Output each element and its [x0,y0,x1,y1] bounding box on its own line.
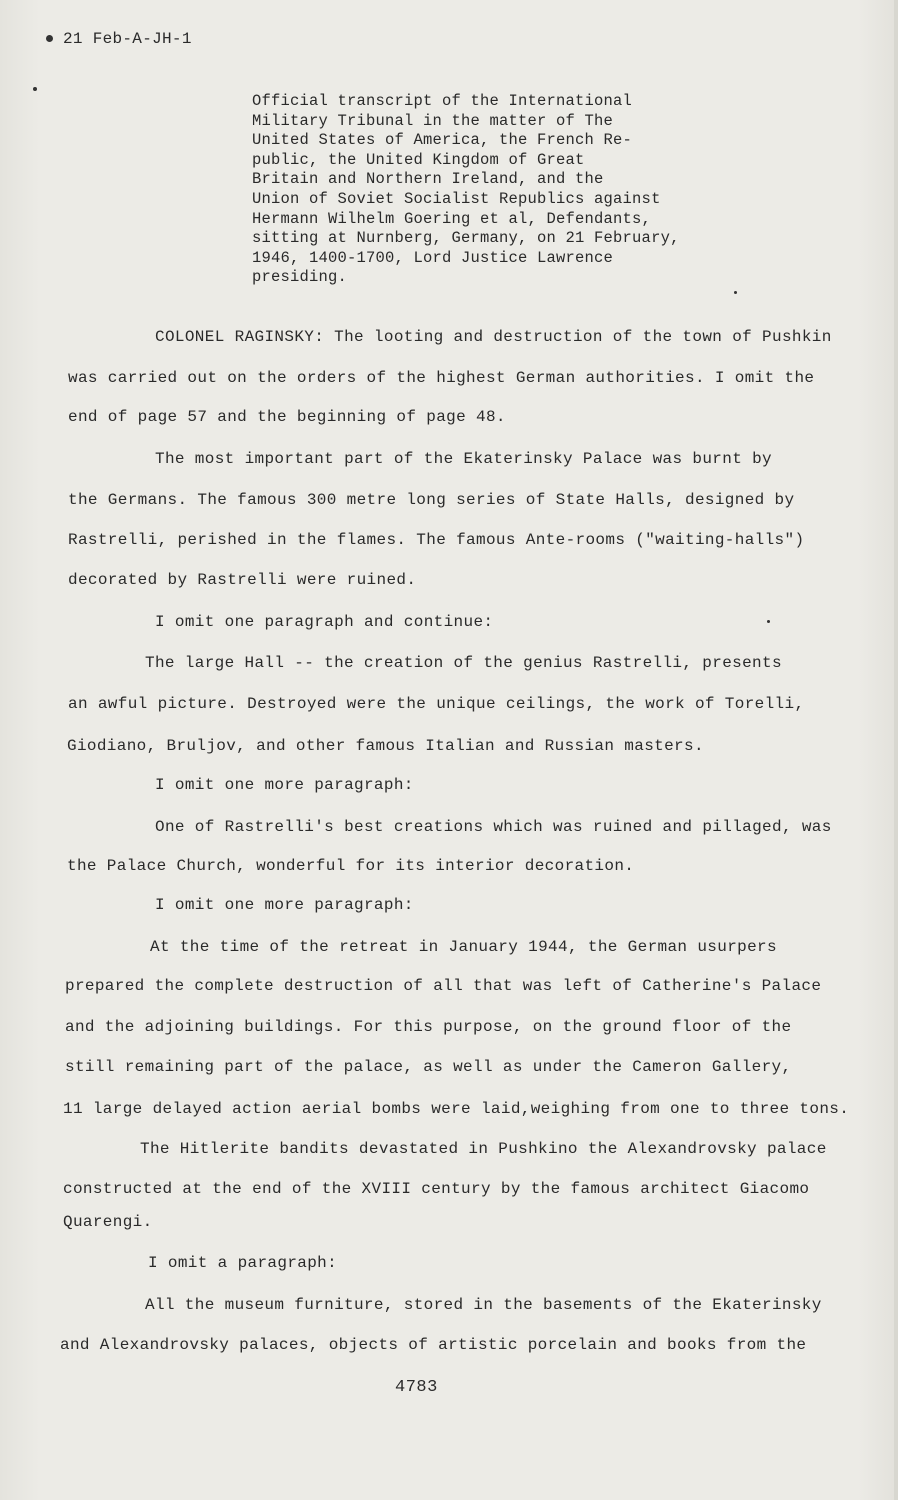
body-line: The large Hall -- the creation of the genius Rastrelli, presents [145,654,782,672]
body-line: was carried out on the orders of the highest German authorities. I omit the [68,369,815,387]
header-line: Military Tribunal in the matter of The [252,111,614,130]
body-line: constructed at the end of the XVIII century by the famous architect Giacomo [63,1180,810,1198]
body-line: I omit one paragraph and continue: [155,613,494,631]
body-line: Giodiano, Bruljov, and other famous Italian and Russian masters. [67,737,704,755]
body-line: and the adjoining buildings. For this purpose, on the ground floor of the [65,1018,792,1036]
body-line: One of Rastrelli's best creations which was ruined and pillaged, was [155,818,832,836]
header-line: 1946, 1400-1700, Lord Justice Lawrence [252,248,614,267]
page-number: 4783 [395,1378,438,1397]
body-line: COLONEL RAGINSKY: The looting and destruction of the town of Pushkin [155,328,832,346]
stray-mark [33,87,37,91]
body-line: decorated by Rastrelli were ruined. [68,571,417,589]
body-line: The most important part of the Ekaterinsky Palace was burnt by [155,450,772,468]
header-line: Britain and Northern Ireland, and the [252,170,604,189]
body-line: Quarengi. [63,1213,153,1231]
stray-mark [767,620,770,623]
body-line: 11 large delayed action aerial bombs were laid,weighing from one to three tons. [63,1100,850,1118]
bullet-mark [46,35,53,42]
document-id-text: 21 Feb-A-JH-1 [63,30,192,48]
body-line: and Alexandrovsky palaces, objects of artistic porcelain and books from the [60,1336,807,1354]
header-line: public, the United Kingdom of Great [252,150,585,169]
body-line: the Germans. The famous 300 metre long series of State Halls, designed by [68,491,795,509]
body-line: All the museum furniture, stored in the basements of the Ekaterinsky [145,1296,822,1314]
body-line: I omit one more paragraph: [155,776,414,794]
header-line: Hermann Wilhelm Goering et al, Defendants, [252,209,652,228]
body-line: The Hitlerite bandits devastated in Pushkino the Alexandrovsky palace [140,1140,827,1158]
body-line: I omit a paragraph: [148,1254,338,1272]
body-line: end of page 57 and the beginning of page 48. [68,408,506,426]
header-line: Official transcript of the International [252,92,633,110]
document-id [46,30,192,48]
header-line: sitting at Nurnberg, Germany, on 21 February, [252,229,680,248]
page-edge [894,0,898,1500]
header-line: Union of Soviet Socialist Republics against [252,189,661,208]
header-line: United States of America, the French Re- [252,131,633,150]
body-line: At the time of the retreat in January 1944, the German usurpers [150,938,777,956]
stray-mark [734,291,737,294]
body-line: an awful picture. Destroyed were the unique ceilings, the work of Torelli, [68,695,805,713]
body-line: prepared the complete destruction of all that was left of Catherine's Palace [65,977,822,995]
body-line: still remaining part of the palace, as well as under the Cameron Gallery, [65,1058,792,1076]
transcript-header [252,92,722,288]
body-line: I omit one more paragraph: [155,896,414,914]
header-line: presiding. [252,268,348,287]
body-line: the Palace Church, wonderful for its interior decoration. [67,857,635,875]
body-line: Rastrelli, perished in the flames. The famous Ante-rooms ("waiting-halls") [68,531,805,549]
